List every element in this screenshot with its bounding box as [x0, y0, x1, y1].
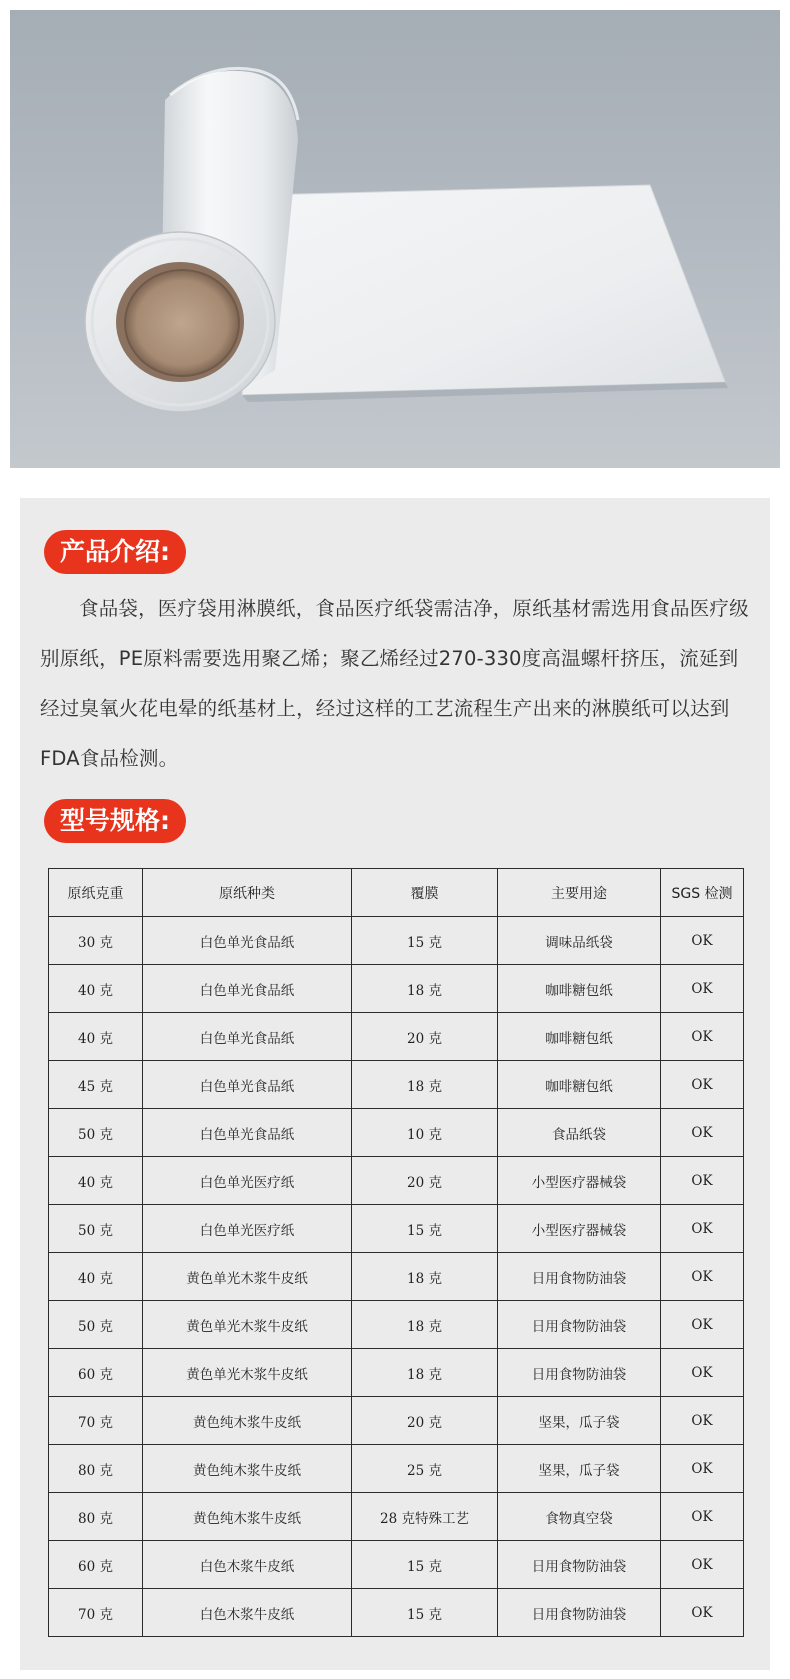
table-row	[49, 1445, 744, 1493]
cell-sgs-test: OK	[661, 1541, 744, 1589]
cell-paper-type: 黄色纯木浆牛皮纸	[143, 1493, 352, 1541]
cell-coating: 18 克	[352, 1301, 498, 1349]
table-row	[49, 1397, 744, 1445]
cell-coating: 18 克	[352, 1349, 498, 1397]
table-row	[49, 1493, 744, 1541]
header-sgs-test: SGS 检测	[661, 869, 744, 917]
cell-paper-weight: 40 克	[49, 1013, 143, 1061]
cell-paper-weight: 40 克	[49, 1157, 143, 1205]
cell-paper-type: 白色单光医疗纸	[143, 1157, 352, 1205]
cell-coating: 15 克	[352, 1205, 498, 1253]
cell-main-use: 日用食物防油袋	[498, 1541, 661, 1589]
cell-coating: 20 克	[352, 1397, 498, 1445]
header-main-use: 主要用途	[498, 869, 661, 917]
cell-paper-weight: 50 克	[49, 1109, 143, 1157]
cell-coating: 18 克	[352, 965, 498, 1013]
table-row	[49, 1205, 744, 1253]
spec-heading: 型号规格:	[44, 799, 186, 843]
intro-heading: 产品介绍:	[44, 530, 186, 574]
cell-coating: 20 克	[352, 1013, 498, 1061]
cell-coating: 28 克特殊工艺	[352, 1493, 498, 1541]
cell-sgs-test: OK	[661, 1445, 744, 1493]
cell-coating: 10 克	[352, 1109, 498, 1157]
table-header-row	[49, 869, 744, 917]
cell-sgs-test: OK	[661, 917, 744, 965]
cell-main-use: 坚果，瓜子袋	[498, 1397, 661, 1445]
product-photo	[10, 10, 780, 468]
info-panel	[20, 498, 770, 1670]
cell-coating: 18 克	[352, 1253, 498, 1301]
cell-main-use: 咖啡糖包纸	[498, 1013, 661, 1061]
cell-sgs-test: OK	[661, 1493, 744, 1541]
cell-paper-type: 白色单光食品纸	[143, 1061, 352, 1109]
cell-main-use: 日用食物防油袋	[498, 1253, 661, 1301]
cell-paper-weight: 30 克	[49, 917, 143, 965]
spec-table	[48, 868, 744, 1637]
table-row	[49, 1109, 744, 1157]
cell-paper-weight: 50 克	[49, 1205, 143, 1253]
cell-main-use: 咖啡糖包纸	[498, 965, 661, 1013]
table-row	[49, 1061, 744, 1109]
cell-paper-weight: 50 克	[49, 1301, 143, 1349]
cell-main-use: 食物真空袋	[498, 1493, 661, 1541]
cell-coating: 15 克	[352, 1541, 498, 1589]
table-row	[49, 1301, 744, 1349]
cell-paper-type: 白色单光食品纸	[143, 1109, 352, 1157]
cell-sgs-test: OK	[661, 1157, 744, 1205]
table-row	[49, 1349, 744, 1397]
cell-paper-weight: 40 克	[49, 1253, 143, 1301]
table-row	[49, 965, 744, 1013]
cell-main-use: 日用食物防油袋	[498, 1589, 661, 1637]
cell-paper-weight: 70 克	[49, 1397, 143, 1445]
table-row	[49, 1013, 744, 1061]
cell-coating: 25 克	[352, 1445, 498, 1493]
cell-paper-type: 黄色单光木浆牛皮纸	[143, 1301, 352, 1349]
table-row	[49, 1253, 744, 1301]
cell-main-use: 日用食物防油袋	[498, 1349, 661, 1397]
cell-sgs-test: OK	[661, 1109, 744, 1157]
cell-paper-weight: 80 克	[49, 1445, 143, 1493]
intro-paragraph: 食品袋，医疗袋用淋膜纸，食品医疗纸袋需洁净，原纸基材需选用食品医疗级别原纸，PE原料需要选用聚乙烯；聚乙烯经过270-330度高温螺杆挤压，流延到经过臭氧火花电晕的纸基材上，经过这样的工艺流程生产出来的淋膜纸可以达到FDA食品检测。	[40, 597, 749, 770]
cell-sgs-test: OK	[661, 1061, 744, 1109]
header-paper-type: 原纸种类	[143, 869, 352, 917]
table-row	[49, 1541, 744, 1589]
cell-main-use: 咖啡糖包纸	[498, 1061, 661, 1109]
cell-paper-weight: 60 克	[49, 1349, 143, 1397]
cell-paper-weight: 40 克	[49, 965, 143, 1013]
paper-roll-image	[10, 10, 780, 468]
header-paper-weight: 原纸克重	[49, 869, 143, 917]
cell-sgs-test: OK	[661, 965, 744, 1013]
cell-main-use: 日用食物防油袋	[498, 1301, 661, 1349]
table-row	[49, 1157, 744, 1205]
cell-paper-type: 黄色单光木浆牛皮纸	[143, 1349, 352, 1397]
cell-paper-type: 黄色纯木浆牛皮纸	[143, 1397, 352, 1445]
header-coating: 覆膜	[352, 869, 498, 917]
cell-sgs-test: OK	[661, 1349, 744, 1397]
cell-paper-type: 白色木浆牛皮纸	[143, 1589, 352, 1637]
cell-main-use: 小型医疗器械袋	[498, 1157, 661, 1205]
cell-paper-weight: 70 克	[49, 1589, 143, 1637]
table-row	[49, 917, 744, 965]
cell-paper-type: 白色单光食品纸	[143, 917, 352, 965]
cell-paper-type: 白色单光食品纸	[143, 965, 352, 1013]
cell-sgs-test: OK	[661, 1205, 744, 1253]
cell-main-use: 小型医疗器械袋	[498, 1205, 661, 1253]
cell-coating: 18 克	[352, 1061, 498, 1109]
cell-paper-weight: 80 克	[49, 1493, 143, 1541]
cell-sgs-test: OK	[661, 1253, 744, 1301]
cell-main-use: 坚果，瓜子袋	[498, 1445, 661, 1493]
table-row	[49, 1589, 744, 1637]
cell-paper-type: 白色木浆牛皮纸	[143, 1541, 352, 1589]
cell-sgs-test: OK	[661, 1397, 744, 1445]
cell-paper-weight: 60 克	[49, 1541, 143, 1589]
cell-sgs-test: OK	[661, 1013, 744, 1061]
cell-paper-type: 黄色纯木浆牛皮纸	[143, 1445, 352, 1493]
cell-sgs-test: OK	[661, 1589, 744, 1637]
cell-paper-type: 黄色单光木浆牛皮纸	[143, 1253, 352, 1301]
cell-paper-type: 白色单光食品纸	[143, 1013, 352, 1061]
cell-main-use: 食品纸袋	[498, 1109, 661, 1157]
table-body	[49, 917, 744, 1637]
cell-main-use: 调味品纸袋	[498, 917, 661, 965]
cell-coating: 20 克	[352, 1157, 498, 1205]
cell-sgs-test: OK	[661, 1301, 744, 1349]
cell-coating: 15 克	[352, 1589, 498, 1637]
cell-paper-type: 白色单光医疗纸	[143, 1205, 352, 1253]
cell-coating: 15 克	[352, 917, 498, 965]
cell-paper-weight: 45 克	[49, 1061, 143, 1109]
